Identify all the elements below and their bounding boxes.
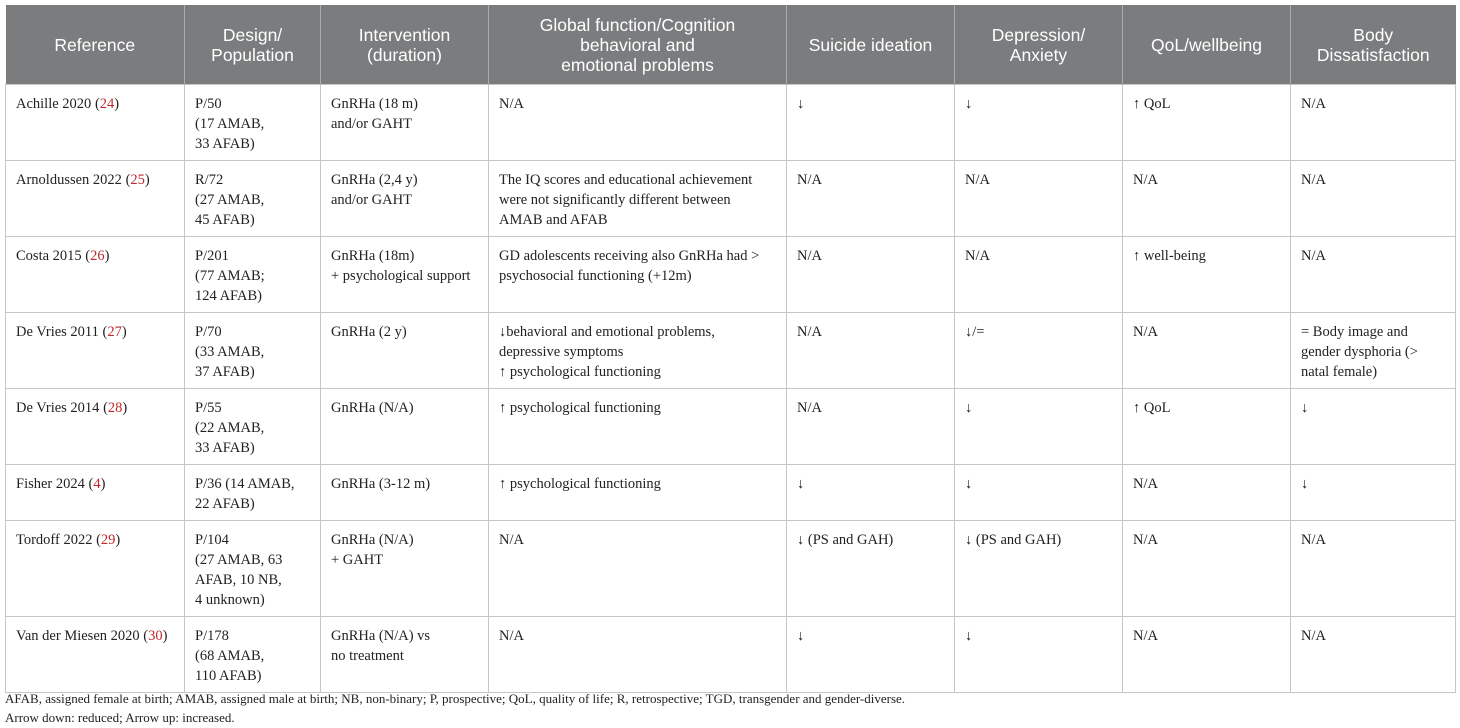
qol-wellbeing-cell bbox=[1123, 521, 1291, 617]
suicide-ideation-cell bbox=[787, 465, 955, 521]
cell-line: (22 AMAB, bbox=[195, 420, 265, 436]
cell-line: (27 AMAB, bbox=[195, 192, 265, 208]
cell-line: N/A bbox=[1301, 628, 1326, 644]
cell-line: R/72 bbox=[195, 172, 224, 188]
cell-line: (33 AMAB, bbox=[195, 344, 265, 360]
citation-link[interactable]: 30 bbox=[148, 628, 163, 644]
footnote-abbreviations: AFAB, assigned female at birth; AMAB, assigned male at birth; NB, non-binary; P, prospective; QoL, quality of life; R, retrospective; TGD, transgender and gender-diverse. bbox=[5, 691, 906, 706]
cell-line: N/A bbox=[1133, 172, 1158, 188]
intervention-cell bbox=[321, 389, 489, 465]
table-row bbox=[6, 313, 1456, 389]
qol-wellbeing-cell bbox=[1123, 237, 1291, 313]
cell-line: ↓ bbox=[965, 628, 973, 644]
cell-line: 4 unknown) bbox=[195, 592, 265, 608]
cell-line: P/50 bbox=[195, 96, 222, 112]
design-cell bbox=[185, 237, 321, 313]
cell-line: 45 AFAB) bbox=[195, 212, 255, 228]
cell-line: ↓ bbox=[1301, 476, 1309, 492]
table-row bbox=[6, 161, 1456, 237]
reference-paren: ) bbox=[100, 476, 106, 492]
table-row bbox=[6, 389, 1456, 465]
reference-text: Van der Miesen 2020 bbox=[16, 628, 140, 644]
suicide-ideation-cell bbox=[787, 617, 955, 693]
body-dissatisfaction-cell bbox=[1291, 617, 1456, 693]
design-cell bbox=[185, 521, 321, 617]
cell-line: (17 AMAB, bbox=[195, 116, 265, 132]
cell-line: natal female) bbox=[1301, 364, 1378, 380]
cell-line: ↓ bbox=[965, 400, 973, 416]
reference-cell bbox=[6, 389, 185, 465]
reference-paren: ) bbox=[122, 400, 128, 416]
footnote-arrows: Arrow down: reduced; Arrow up: increased. bbox=[5, 710, 235, 725]
cell-line: psychosocial functioning (+12m) bbox=[499, 268, 692, 284]
global-function-cell bbox=[489, 237, 787, 313]
cell-line: ↓behavioral and emotional problems, bbox=[499, 324, 715, 340]
reference-paren: ( bbox=[91, 96, 100, 112]
design-cell bbox=[185, 313, 321, 389]
reference-cell bbox=[6, 85, 185, 161]
body-dissatisfaction-cell bbox=[1291, 313, 1456, 389]
cell-line: 37 AFAB) bbox=[195, 364, 255, 380]
cell-line: no treatment bbox=[331, 648, 404, 664]
cell-line: N/A bbox=[797, 248, 822, 264]
global-function-cell bbox=[489, 465, 787, 521]
reference-paren: ) bbox=[115, 532, 121, 548]
cell-line: N/A bbox=[1133, 532, 1158, 548]
design-cell bbox=[185, 85, 321, 161]
table-body bbox=[6, 85, 1456, 693]
cell-line: N/A bbox=[1301, 532, 1326, 548]
cell-line: ↑ psychological functioning bbox=[499, 476, 661, 492]
qol-wellbeing-cell bbox=[1123, 617, 1291, 693]
cell-line: 33 AFAB) bbox=[195, 136, 255, 152]
suicide-ideation-cell bbox=[787, 161, 955, 237]
header-qol-wellbeing: QoL/wellbeing bbox=[1123, 5, 1291, 85]
reference-paren: ( bbox=[99, 400, 108, 416]
body-dissatisfaction-cell bbox=[1291, 85, 1456, 161]
cell-line: depressive symptoms bbox=[499, 344, 624, 360]
qol-wellbeing-cell bbox=[1123, 161, 1291, 237]
intervention-cell bbox=[321, 85, 489, 161]
cell-line: ↑ QoL bbox=[1133, 96, 1171, 112]
citation-link[interactable]: 27 bbox=[107, 324, 122, 340]
global-function-cell bbox=[489, 161, 787, 237]
cell-line: N/A bbox=[965, 248, 990, 264]
reference-paren: ) bbox=[114, 96, 120, 112]
intervention-cell bbox=[321, 313, 489, 389]
cell-line: ↓ bbox=[1301, 400, 1309, 416]
cell-line: ↑ well-being bbox=[1133, 248, 1206, 264]
cell-line: N/A bbox=[499, 96, 524, 112]
cell-line: ↓ bbox=[965, 476, 973, 492]
cell-line: ↑ QoL bbox=[1133, 400, 1171, 416]
reference-paren: ( bbox=[98, 324, 108, 340]
cell-line: GnRHa (N/A) vs bbox=[331, 628, 431, 644]
cell-line: GnRHa (2,4 y) bbox=[331, 172, 418, 188]
suicide-ideation-cell bbox=[787, 389, 955, 465]
qol-wellbeing-cell bbox=[1123, 313, 1291, 389]
reference-paren: ( bbox=[92, 532, 101, 548]
citation-link[interactable]: 28 bbox=[107, 400, 123, 416]
reference-paren: ) bbox=[162, 628, 168, 644]
table-row bbox=[6, 85, 1456, 161]
cell-line: AMAB and AFAB bbox=[499, 212, 608, 228]
cell-line: ↑ psychological functioning bbox=[499, 400, 661, 416]
cell-line: 110 AFAB) bbox=[195, 668, 262, 684]
suicide-ideation-cell bbox=[787, 85, 955, 161]
qol-wellbeing-cell bbox=[1123, 389, 1291, 465]
cell-line: (27 AMAB, 63 bbox=[195, 552, 283, 568]
table-row bbox=[6, 521, 1456, 617]
global-function-cell bbox=[489, 617, 787, 693]
reference-cell bbox=[6, 313, 185, 389]
header-intervention: Intervention (duration) bbox=[321, 5, 489, 85]
reference-paren: ( bbox=[84, 476, 94, 492]
intervention-cell bbox=[321, 617, 489, 693]
global-function-cell bbox=[489, 521, 787, 617]
depression-anxiety-cell bbox=[955, 313, 1123, 389]
reference-text: Costa 2015 bbox=[16, 248, 82, 264]
reference-text: Arnoldussen 2022 bbox=[16, 172, 122, 188]
cell-line: gender dysphoria (> bbox=[1301, 344, 1418, 360]
intervention-cell bbox=[321, 237, 489, 313]
global-function-cell bbox=[489, 85, 787, 161]
depression-anxiety-cell bbox=[955, 161, 1123, 237]
depression-anxiety-cell bbox=[955, 465, 1123, 521]
cell-line: N/A bbox=[1301, 96, 1326, 112]
body-dissatisfaction-cell bbox=[1291, 237, 1456, 313]
body-dissatisfaction-cell bbox=[1291, 465, 1456, 521]
body-dissatisfaction-cell bbox=[1291, 389, 1456, 465]
design-cell bbox=[185, 617, 321, 693]
reference-paren: ( bbox=[121, 172, 131, 188]
cell-line: GnRHa (N/A) bbox=[331, 532, 414, 548]
reference-paren: ) bbox=[104, 248, 110, 264]
cell-line: + psychological support bbox=[331, 268, 471, 284]
reference-paren: ) bbox=[121, 324, 127, 340]
cell-line: N/A bbox=[1133, 476, 1158, 492]
table-row bbox=[6, 617, 1456, 693]
cell-line: 22 AFAB) bbox=[195, 496, 255, 512]
header-depression-anxiety: Depression/ Anxiety bbox=[955, 5, 1123, 85]
design-cell bbox=[185, 161, 321, 237]
depression-anxiety-cell bbox=[955, 237, 1123, 313]
cell-line: GnRHa (18 m) bbox=[331, 96, 418, 112]
reference-text: Fisher 2024 bbox=[16, 476, 85, 492]
table-row bbox=[6, 237, 1456, 313]
depression-anxiety-cell bbox=[955, 617, 1123, 693]
cell-line: = Body image and bbox=[1301, 324, 1408, 340]
reference-cell bbox=[6, 521, 185, 617]
cell-line: P/104 bbox=[195, 532, 229, 548]
cell-line: 124 AFAB) bbox=[195, 288, 263, 304]
cell-line: (68 AMAB, bbox=[195, 648, 265, 664]
suicide-ideation-cell bbox=[787, 521, 955, 617]
suicide-ideation-cell bbox=[787, 237, 955, 313]
header-suicide-ideation: Suicide ideation bbox=[787, 5, 955, 85]
global-function-cell bbox=[489, 313, 787, 389]
citation-link[interactable]: 25 bbox=[130, 172, 145, 188]
depression-anxiety-cell bbox=[955, 389, 1123, 465]
citation-link[interactable]: 4 bbox=[93, 476, 101, 492]
reference-cell bbox=[6, 237, 185, 313]
cell-line: N/A bbox=[797, 172, 822, 188]
cell-line: and/or GAHT bbox=[331, 192, 412, 208]
header-row bbox=[6, 5, 1456, 85]
cell-line: ↓ (PS and GAH) bbox=[797, 532, 894, 548]
reference-text: Achille 2020 bbox=[16, 96, 92, 112]
results-table-container bbox=[5, 5, 1455, 693]
body-dissatisfaction-cell bbox=[1291, 161, 1456, 237]
cell-line: + GAHT bbox=[331, 552, 384, 568]
cell-line: and/or GAHT bbox=[331, 116, 412, 132]
cell-line: 33 AFAB) bbox=[195, 440, 255, 456]
reference-paren: ( bbox=[81, 248, 91, 264]
cell-line: N/A bbox=[1301, 248, 1326, 264]
intervention-cell bbox=[321, 161, 489, 237]
reference-paren: ( bbox=[139, 628, 149, 644]
design-cell bbox=[185, 465, 321, 521]
intervention-cell bbox=[321, 465, 489, 521]
reference-text: De Vries 2011 bbox=[16, 324, 99, 340]
results-table bbox=[5, 5, 1456, 693]
cell-line: ↓ (PS and GAH) bbox=[965, 532, 1062, 548]
header-global-function: Global function/Cognition behavioral and emotional problems bbox=[489, 5, 787, 85]
cell-line: ↓ bbox=[965, 96, 973, 112]
cell-line: N/A bbox=[499, 628, 524, 644]
cell-line: were not significantly different between bbox=[499, 192, 731, 208]
table-footnotes bbox=[5, 689, 905, 727]
cell-line: AFAB, 10 NB, bbox=[195, 572, 282, 588]
cell-line: N/A bbox=[499, 532, 524, 548]
reference-cell bbox=[6, 617, 185, 693]
header-design-population: Design/ Population bbox=[185, 5, 321, 85]
cell-line: GnRHa (2 y) bbox=[331, 324, 407, 340]
cell-line: P/70 bbox=[195, 324, 222, 340]
cell-line: N/A bbox=[965, 172, 990, 188]
cell-line: GnRHa (3-12 m) bbox=[331, 476, 431, 492]
header-body-dissatisfaction: Body Dissatisfaction bbox=[1291, 5, 1456, 85]
reference-text: De Vries 2014 bbox=[16, 400, 100, 416]
intervention-cell bbox=[321, 521, 489, 617]
cell-line: P/55 bbox=[195, 400, 222, 416]
citation-link[interactable]: 26 bbox=[90, 248, 105, 264]
header-reference: Reference bbox=[6, 5, 185, 85]
reference-paren: ) bbox=[144, 172, 150, 188]
cell-line: N/A bbox=[797, 400, 822, 416]
citation-link[interactable]: 29 bbox=[100, 532, 116, 548]
cell-line: P/201 bbox=[195, 248, 229, 264]
qol-wellbeing-cell bbox=[1123, 85, 1291, 161]
cell-line: ↓ bbox=[797, 96, 805, 112]
cell-line: N/A bbox=[797, 324, 822, 340]
depression-anxiety-cell bbox=[955, 85, 1123, 161]
table-row bbox=[6, 465, 1456, 521]
design-cell bbox=[185, 389, 321, 465]
cell-line: (77 AMAB; bbox=[195, 268, 265, 284]
cell-line: GnRHa (18m) bbox=[331, 248, 415, 264]
reference-text: Tordoff 2022 bbox=[16, 532, 93, 548]
qol-wellbeing-cell bbox=[1123, 465, 1291, 521]
body-dissatisfaction-cell bbox=[1291, 521, 1456, 617]
cell-line: P/178 bbox=[195, 628, 229, 644]
suicide-ideation-cell bbox=[787, 313, 955, 389]
cell-line: ↓ bbox=[797, 476, 805, 492]
cell-line: P/36 (14 AMAB, bbox=[195, 476, 295, 492]
global-function-cell bbox=[489, 389, 787, 465]
cell-line: N/A bbox=[1301, 172, 1326, 188]
cell-line: ↓/= bbox=[965, 324, 985, 340]
cell-line: N/A bbox=[1133, 324, 1158, 340]
reference-cell bbox=[6, 161, 185, 237]
cell-line: The IQ scores and educational achievement bbox=[499, 172, 753, 188]
cell-line: GnRHa (N/A) bbox=[331, 400, 414, 416]
citation-link[interactable]: 24 bbox=[99, 96, 115, 112]
cell-line: N/A bbox=[1133, 628, 1158, 644]
cell-line: ↑ psychological functioning bbox=[499, 364, 661, 380]
depression-anxiety-cell bbox=[955, 521, 1123, 617]
cell-line: ↓ bbox=[797, 628, 805, 644]
cell-line: GD adolescents receiving also GnRHa had > bbox=[499, 248, 760, 264]
reference-cell bbox=[6, 465, 185, 521]
